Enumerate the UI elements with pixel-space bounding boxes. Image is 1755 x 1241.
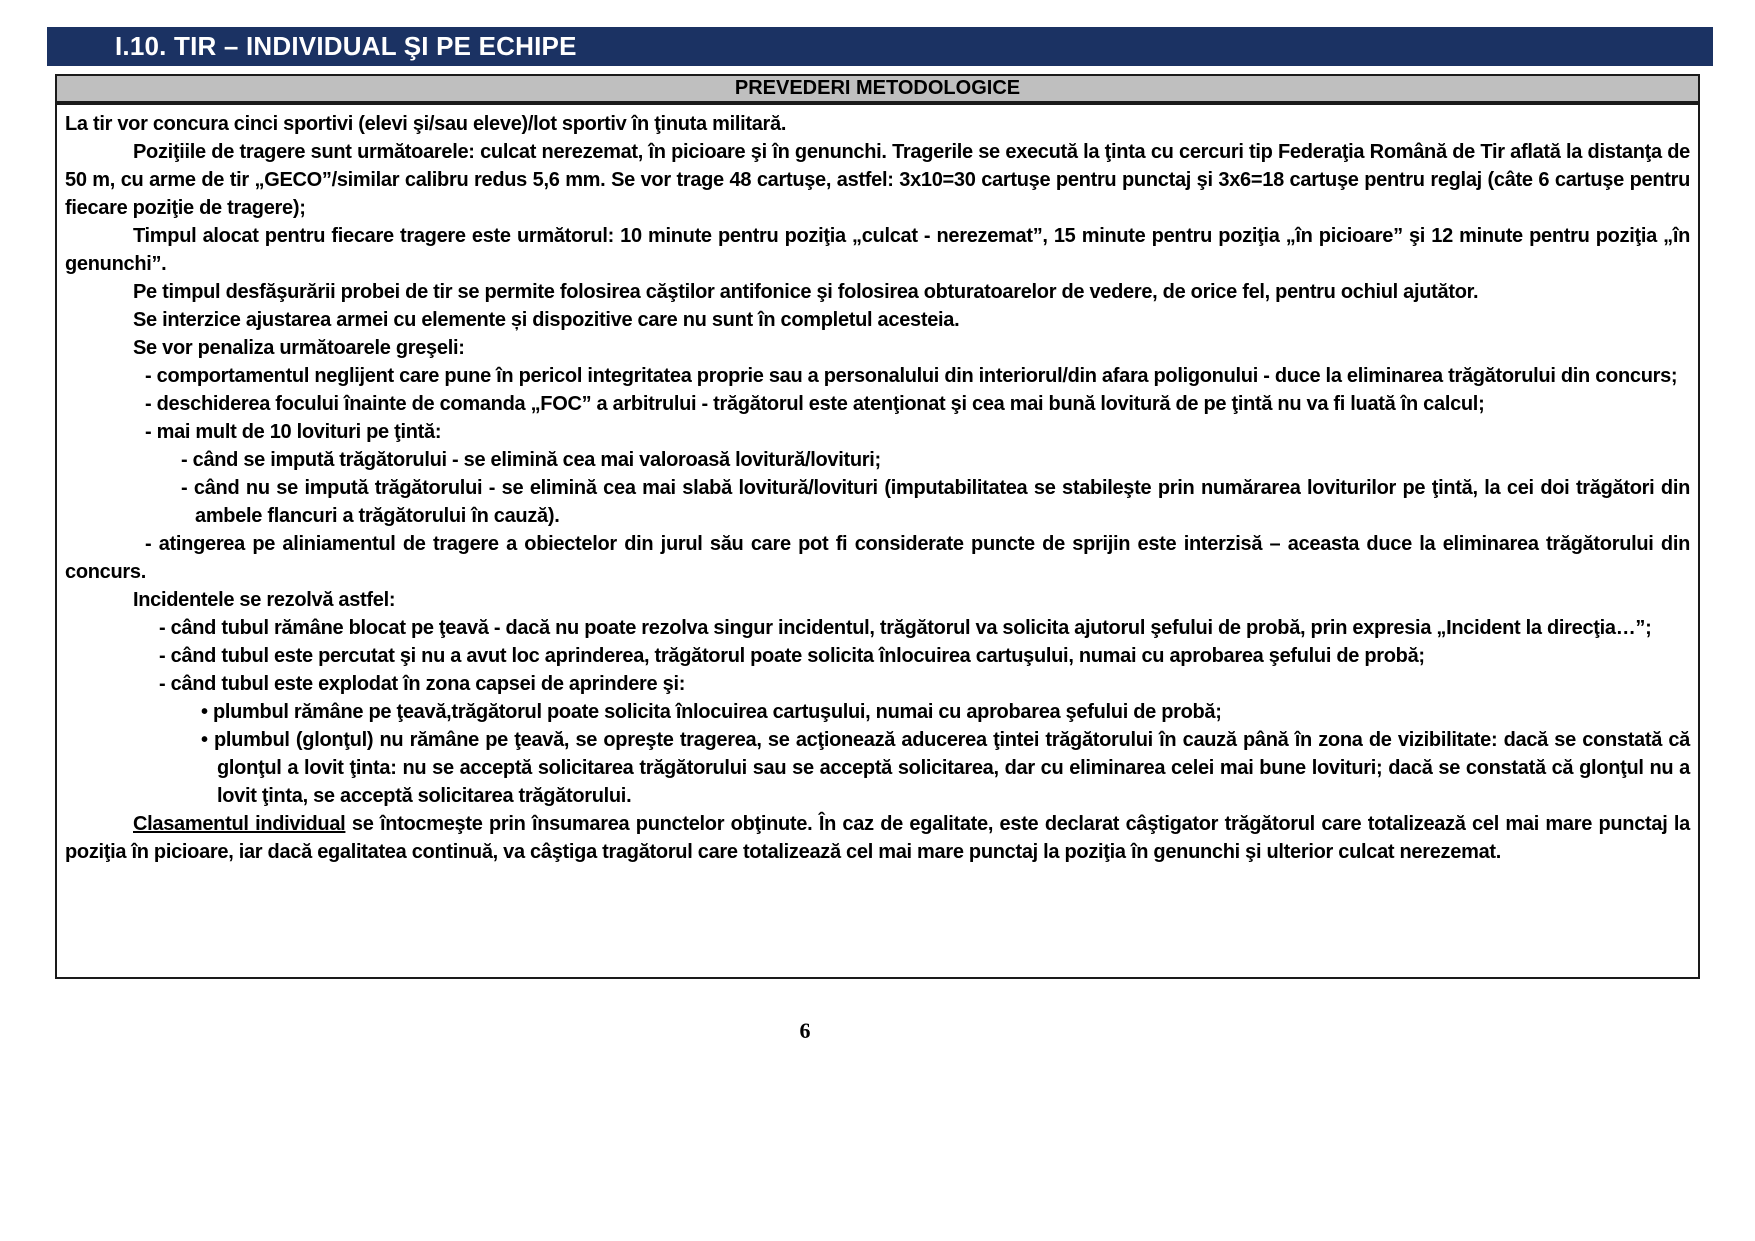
section-title-bar <box>47 27 1713 66</box>
paragraph: Timpul alocat pentru fiecare tragere este următorul: 10 minute pentru poziţia „culcat - nerezemat”, 15 minute pentru poziţia „în picioare” şi 12 minute pentru poziţia „în genunchi”. <box>65 225 1690 275</box>
paragraph: Se interzice ajustarea armei cu elemente și dispozitive care nu sunt în completul acesteia. <box>133 309 960 331</box>
list-item: - când se impută trăgătorului - se elimină cea mai valoroasă lovitură/lovituri; <box>181 449 881 471</box>
bullet-item: • plumbul (glonţul) nu rămâne pe ţeavă, se opreşte tragerea, se acţionează aducerea ţintei trăgătorului în cauză până în zona de vizibilitate: dacă se constată că glonţul a lovit ţinta: nu se acceptă solicitarea trăgătorului sau se acceptă solicitarea, dar cu eliminarea celei mai bune lovituri; dacă se constată că glonţul nu a lovit ţinta, se acceptă solicitarea trăgătorului. <box>201 729 1690 807</box>
paragraph: Se vor penaliza următoarele greşeli: <box>133 337 465 359</box>
document-body <box>55 103 1700 979</box>
paragraph: Incidentele se rezolvă astfel: <box>133 589 396 611</box>
list-item: - mai mult de 10 lovituri pe ţintă: <box>145 421 442 443</box>
paragraph: Poziţiile de tragere sunt următoarele: culcat nerezemat, în picioare şi în genunchi. Tragerile se execută la ţinta cu cercuri tip Federaţia Română de Tir aflată la distanţa de 50 m, cu arme de tir „GECO”/similar calibru redus 5,6 mm. Se vor trage 48 cartuşe, astfel: 3x10=30 cartuşe pentru punctaj şi 3x6=18 cartuşe pentru reglaj (câte 6 cartuşe pentru fiecare poziţie de tragere); <box>65 141 1690 219</box>
list-item: - comportamentul neglijent care pune în pericol integritatea proprie sau a personalului din interiorul/din afara poligonului - duce la eliminarea trăgătorului din concurs; <box>145 365 1678 387</box>
list-item: - când tubul este percutat şi nu a avut loc aprinderea, trăgătorul poate solicita înlocuirea cartuşului, numai cu aprobarea şefului de probă; <box>159 645 1425 667</box>
list-item: - când tubul este explodat în zona capsei de aprindere şi: <box>159 673 686 695</box>
paragraph: Pe timpul desfăşurării probei de tir se permite folosirea căştilor antifonice şi folosirea obturatoarelor de vedere, de orice fel, pentru ochiul ajutător. <box>133 281 1479 303</box>
bullet-item: • plumbul rămâne pe ţeavă,trăgătorul poate solicita înlocuirea cartuşului, numai cu aprobarea şefului de probă; <box>201 701 1222 723</box>
closing-rest: se întocmeşte prin însumarea punctelor obţinute. În caz de egalitate, este declarat câştigator trăgătorul care totalizează cel mai mare punctaj la poziţia în picioare, iar dacă egalitatea continuă, va câştiga tragătorul care totalizează cel mai mare punctaj la poziţia în genunchi şi ulterior culcat nerezemat. <box>65 813 1691 863</box>
closing-paragraph <box>65 810 1690 866</box>
page-number: 6 <box>799 1018 811 1043</box>
list-item: - când tubul rămâne blocat pe ţeavă - dacă nu poate rezolva singur incidentul, trăgătorul va solicita ajutorul şefului de probă, prin expresia „Incident la direcţia…”; <box>159 617 1652 639</box>
subheader-title: PREVEDERI METODOLOGICE <box>734 77 1021 99</box>
paragraph: La tir vor concura cinci sportivi (elevi şi/sau eleve)/lot sportiv în ţinuta militară. <box>65 113 787 135</box>
subheader-bar <box>55 74 1700 103</box>
list-item: - deschiderea focului înainte de comanda „FOC” a arbitrului - trăgătorul este atenţionat şi cea mai bună lovitură de pe ţintă nu va fi luată în calcul; <box>145 393 1485 415</box>
closing-lead: Clasamentul individual <box>133 813 346 835</box>
list-item: - când nu se impută trăgătorului - se elimină cea mai slabă lovitură/lovituri (imputabilitatea se stabileşte prin numărarea loviturilor pe ţintă, la cei doi trăgători din ambele flancuri a trăgătorului în cauză). <box>181 477 1690 527</box>
section-title: I.10. TIR – INDIVIDUAL ŞI PE ECHIPE <box>115 31 577 61</box>
list-item: - atingerea pe aliniamentul de tragere a obiectelor din jurul său care pot fi considerate puncte de sprijin este interzisă – aceasta duce la eliminarea trăgătorului din concurs. <box>65 533 1690 583</box>
